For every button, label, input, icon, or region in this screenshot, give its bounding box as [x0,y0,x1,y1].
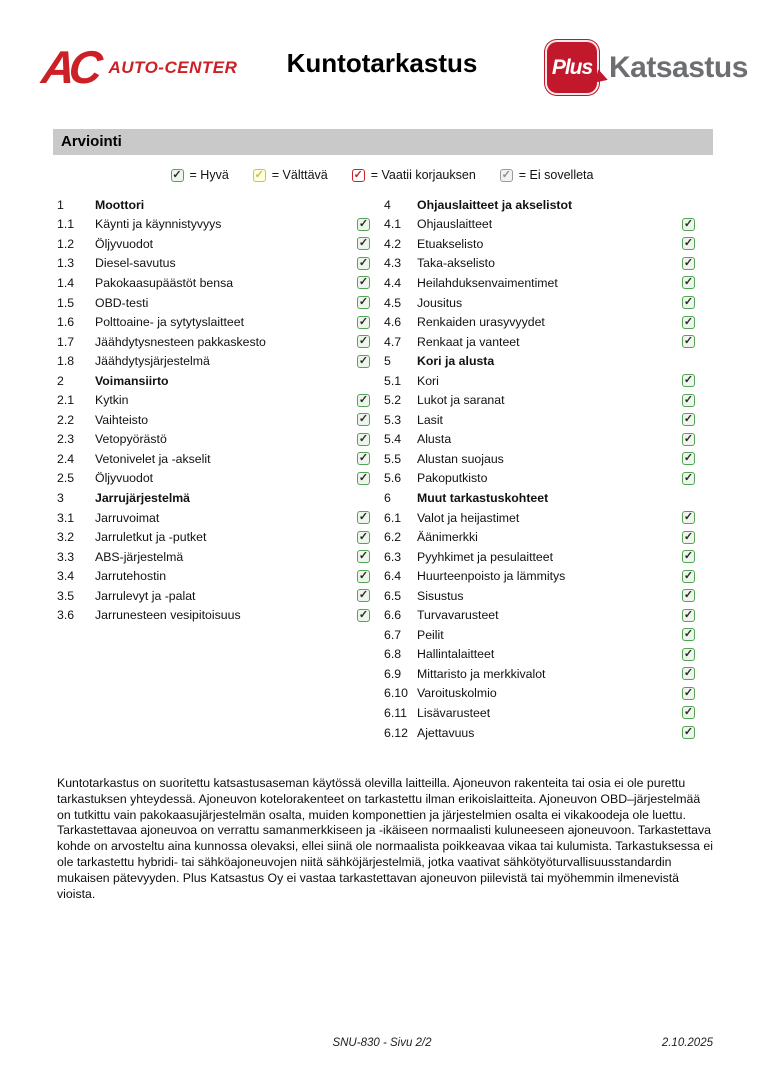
section-header-row [384,351,695,371]
item-number: 5.4 [384,432,402,447]
item-label: Alusta [417,432,452,447]
checkbox-good-icon: ✓ [358,237,369,250]
item-label: Voimansiirto [95,373,169,388]
checklist-item-row [384,508,695,528]
plus-badge-text: Plus [551,55,593,79]
item-number: 6.10 [384,686,408,701]
item-number: 6.3 [384,549,402,564]
item-label: Peilit [417,627,444,642]
item-number: 3.1 [57,510,75,525]
item-label: Vetopyörästö [95,432,167,447]
item-label: OBD-testi [95,295,149,310]
checkbox-good-icon: ✓ [683,393,694,406]
item-number: 3.4 [57,569,75,584]
section-header-row [57,371,370,391]
checkbox-good-icon: ✓ [358,589,369,602]
item-number: 5.5 [384,451,402,466]
checklist-item-row [57,605,370,625]
item-label: Sisustus [417,588,464,603]
item-label: Vetonivelet ja -akselit [95,451,211,466]
item-number: 3.5 [57,588,75,603]
item-number: 5 [384,354,391,369]
item-label: Kori ja alusta [417,354,495,369]
item-label: Renkaat ja vanteet [417,334,520,349]
checkbox-good-icon: ✓ [683,217,694,230]
checklist-item-row [57,566,370,586]
plus-badge-icon [545,40,599,95]
checklist-item-row [384,332,695,352]
checkbox-good-icon: ✓ [683,647,694,660]
checklist-item-row [57,351,370,371]
item-number: 4.4 [384,275,402,290]
checkbox-good-icon: ✓ [683,237,694,250]
footer-page-label: SNU-830 - Sivu 2/2 [332,1037,432,1049]
item-label: Renkaiden urasyvyydet [417,315,545,330]
section-header-row [384,195,695,215]
checkbox-good-icon: ✓ [358,335,369,348]
section-header-arviointi: Arviointi [53,129,713,155]
item-label: Jarrutehostin [95,569,167,584]
item-label: Öljyvuodot [95,236,154,251]
legend-item-na [500,168,594,182]
checklist-item-row [384,566,695,586]
item-number: 2.3 [57,432,75,447]
checklist-item-row [384,312,695,332]
legend [0,168,764,182]
checkbox-good-icon: ✓ [683,452,694,465]
item-label: Heilahduksenvaimentimet [417,275,558,290]
checkbox-good-icon: ✓ [683,511,694,524]
item-number: 1.7 [57,334,75,349]
item-label: Jarrunesteen vesipitoisuus [95,608,241,623]
item-number: 4.1 [384,217,402,232]
legend-item-repair [352,168,476,182]
item-number: 4.5 [384,295,402,310]
item-number: 1.6 [57,315,75,330]
checklist-item-row [384,684,695,704]
checklist-left-column [57,195,370,625]
checklist-item-row [57,527,370,547]
checklist-item-row [57,234,370,254]
checkbox-good-icon: ✓ [358,432,369,445]
checklist-item-row [57,430,370,450]
checkbox-good-icon: ✓ [683,432,694,445]
item-label: Käynti ja käynnistyvyys [95,217,222,232]
checkbox-good-icon: ✓ [358,413,369,426]
checklist-item-row [57,390,370,410]
checkbox-good-icon: ✓ [683,686,694,699]
item-number: 6.6 [384,608,402,623]
checklist-item-row [384,234,695,254]
item-label: Jarrujärjestelmä [95,490,191,505]
item-number: 4.3 [384,256,402,271]
item-number: 2.2 [57,412,75,427]
checklist-item-row [384,645,695,665]
checklist-item-row [384,215,695,235]
item-label: Hallintalaitteet [417,647,495,662]
item-number: 4.7 [384,334,402,349]
item-number: 5.1 [384,373,402,388]
checklist-item-row [384,390,695,410]
checkbox-good-icon: ✓ [683,667,694,680]
item-label: Pakokaasupäästöt bensa [95,275,234,290]
item-label: Jousitus [417,295,463,310]
checklist-item-row [57,410,370,430]
item-label: Lasit [417,412,443,427]
item-label: Lisävarusteet [417,705,491,720]
checklist-item-row [384,273,695,293]
item-label: Jäähdytysjärjestelmä [95,354,210,369]
item-number: 3.3 [57,549,75,564]
checklist-item-row [57,449,370,469]
checkbox-good-icon: ✓ [683,335,694,348]
checkbox-good-icon: ✓ [683,706,694,719]
plus-katsastus-logo [545,40,748,95]
checklist-item-row [384,527,695,547]
checkbox-good-icon: ✓ [683,256,694,269]
checkbox-good-icon: ✓ [358,569,369,582]
checklist-item-row [57,547,370,567]
item-label: Pakoputkisto [417,471,488,486]
item-label: Vaihteisto [95,412,149,427]
item-number: 1.1 [57,217,75,232]
checkbox-good-icon: ✓ [683,726,694,739]
item-number: 1 [57,197,64,212]
checkbox-good-icon: ✓ [683,296,694,308]
checkbox-good-icon: ✓ [683,569,694,582]
item-label: Äänimerkki [417,530,478,545]
checklist-item-row [384,723,695,743]
checklist-item-row [384,605,695,625]
checkbox-good-icon: ✓ [683,374,694,387]
checkbox-good-icon: ✓ [358,393,369,406]
item-number: 5.2 [384,393,402,408]
item-number: 1.3 [57,256,75,271]
checkbox-good-icon: ✓ [683,550,694,563]
checklist-item-row [384,703,695,723]
item-label: Huurteenpoisto ja lämmitys [417,569,566,584]
item-number: 3 [57,490,64,505]
checklist-item-row [57,312,370,332]
item-label: Lukot ja saranat [417,393,505,408]
item-number: 5.6 [384,471,402,486]
checklist-item-row [384,254,695,274]
item-label: Ajettavuus [417,725,475,740]
item-number: 6.1 [384,510,402,525]
item-number: 2.1 [57,393,75,408]
legend-label: = Ei sovelleta [518,168,594,182]
section-header-row [57,195,370,215]
item-label: Ohjauslaitteet ja akselistot [417,197,573,212]
checkbox-good-icon: ✓ [358,217,369,230]
item-number: 2 [57,373,64,388]
checklist-item-row [384,371,695,391]
checkbox-good-icon: ✓ [358,550,369,563]
item-number: 4.6 [384,315,402,330]
checkbox-good-icon: ✓ [683,589,694,602]
checkbox-good-icon: ✓ [683,315,694,328]
item-number: 6.9 [384,666,402,681]
footer-date: 2.10.2025 [661,1037,713,1049]
section-header-row [384,488,695,508]
checklist-item-row [57,508,370,528]
checkbox-good-icon: ✓ [683,530,694,543]
item-label: ABS-järjestelmä [95,549,184,564]
item-number: 3.2 [57,530,75,545]
legend-label: = Välttävä [271,168,328,182]
checkbox-good-icon: ✓ [358,452,369,465]
item-label: Jarruvoimat [95,510,160,525]
item-number: 6 [384,490,391,505]
item-label: Jarruletkut ja -putket [95,530,207,545]
checkbox-good-icon: ✓ [683,413,694,426]
checklist-right-column [384,195,695,742]
legend-item-fair [253,168,328,182]
speech-bubble-tail-icon [594,69,610,86]
checkbox-good-icon: ✓ [172,168,182,181]
checkbox-good-icon: ✓ [683,608,694,621]
checkbox-good-icon: ✓ [358,354,369,367]
auto-center-logo-text: AUTO-CENTER [108,58,238,77]
item-label: Mittaristo ja merkkivalot [417,666,546,681]
item-label: Kytkin [95,393,129,408]
item-label: Etuakselisto [417,236,484,251]
page-title: Kuntotarkastus [286,48,478,78]
checkbox-good-icon: ✓ [683,628,694,641]
item-label: Varoituskolmio [417,686,497,701]
item-label: Pyyhkimet ja pesulaitteet [417,549,554,564]
checklist-item-row [57,273,370,293]
item-number: 1.5 [57,295,75,310]
item-number: 6.8 [384,647,402,662]
checklist-item-row [57,586,370,606]
legend-label: = Vaatii korjauksen [370,168,476,182]
checklist-item-row [384,469,695,489]
item-label: Turvavarusteet [417,608,499,623]
item-number: 4 [384,197,391,212]
legend-item-good [171,168,229,182]
checklist-item-row [384,449,695,469]
checkbox-good-icon: ✓ [358,608,369,621]
section-header-row [57,488,370,508]
item-number: 2.5 [57,471,75,486]
item-label: Diesel-savutus [95,256,176,271]
auto-center-logo-ac-icon: AC [39,41,100,93]
checkbox-good-icon: ✓ [358,256,369,269]
item-label: Moottori [95,197,145,212]
item-number: 6.12 [384,725,408,740]
item-label: Jäähdytysnesteen pakkaskesto [95,334,266,349]
checklist-item-row [57,254,370,274]
checkbox-good-icon: ✓ [358,296,369,308]
checklist-item-row [384,547,695,567]
item-number: 6.7 [384,627,402,642]
checklist-item-row [57,293,370,313]
item-label: Alustan suojaus [417,451,504,466]
item-number: 1.2 [57,236,75,251]
checkbox-good-icon: ✓ [358,276,369,289]
checklist-item-row [384,410,695,430]
item-number: 4.2 [384,236,402,251]
item-number: 6.11 [384,705,408,720]
checkbox-good-icon: ✓ [683,276,694,289]
item-label: Öljyvuodot [95,471,154,486]
item-number: 5.3 [384,412,402,427]
item-number: 6.2 [384,530,402,545]
checkbox-fair-icon: ✓ [254,168,264,181]
item-number: 6.5 [384,588,402,603]
checkbox-good-icon: ✓ [358,315,369,328]
item-label: Valot ja heijastimet [417,510,520,525]
checklist-item-row [57,332,370,352]
item-label: Kori [417,373,439,388]
legend-label: = Hyvä [189,168,229,182]
item-label: Ohjauslaitteet [417,217,493,232]
checkbox-good-icon: ✓ [358,530,369,543]
checkbox-good-icon: ✓ [358,471,369,484]
checklist-item-row [384,586,695,606]
katsastus-logo-text: Katsastus [609,50,748,84]
checklist-item-row [384,293,695,313]
item-label: Polttoaine- ja sytytyslaitteet [95,315,244,330]
checklist-item-row [384,664,695,684]
disclaimer-text: Kuntotarkastus on suoritettu katsastusaseman käytössä olevilla laitteilla. Ajoneuvon rakenteita tai osia ei ole purettu tarkastuksen yhteydessä. Ajoneuvon kotelorakenteet on tarkastettu ilman erikoislaitteita. Ajoneuvon OBD–järjestelmää on tutkittu vain pakokaasujärjestelmän osalta, muiden komponettien ja järjestelmien osalta ei vikakoodeja ole luettu. Tarkastettavaa ajoneuvoa on verrattu samanmerkkiseen ja -ikäiseen normaalisti kuluneeseen ajoneuvoon. Tarkastettava kohde on arvosteltu aina kunnossa olevaksi, ellei siinä ole normaalista poikkeavaa vikaa tai kulumista. Tarkastuksessa ei ole tarkastettu hybridi- tai sähköajoneuvojen niitä sähköjärjestelmiä, jotka vaativat sähkötyöturvallisuusstandardin mukaisen pätevyyden. Plus Katsastus Oy ei vastaa tarkastettavan ajoneuvon piilevistä tai myöhemmin ilmenevistä vioista. [57,776,713,901]
checklist-item-row [57,469,370,489]
item-number: 1.4 [57,275,75,290]
checkbox-na-icon: ✓ [501,168,511,181]
checklist-item-row [384,625,695,645]
item-number: 1.8 [57,354,75,369]
item-number: 3.6 [57,608,75,623]
item-number: 6.4 [384,569,402,584]
checklist-item-row [384,430,695,450]
checkbox-good-icon: ✓ [683,471,694,484]
checklist-item-row [57,215,370,235]
item-label: Muut tarkastuskohteet [417,490,549,505]
item-number: 2.4 [57,451,75,466]
item-label: Jarrulevyt ja -palat [95,588,196,603]
checkbox-good-icon: ✓ [358,511,369,524]
item-label: Taka-akselisto [417,256,495,271]
checkbox-repair-icon: ✓ [353,168,363,181]
